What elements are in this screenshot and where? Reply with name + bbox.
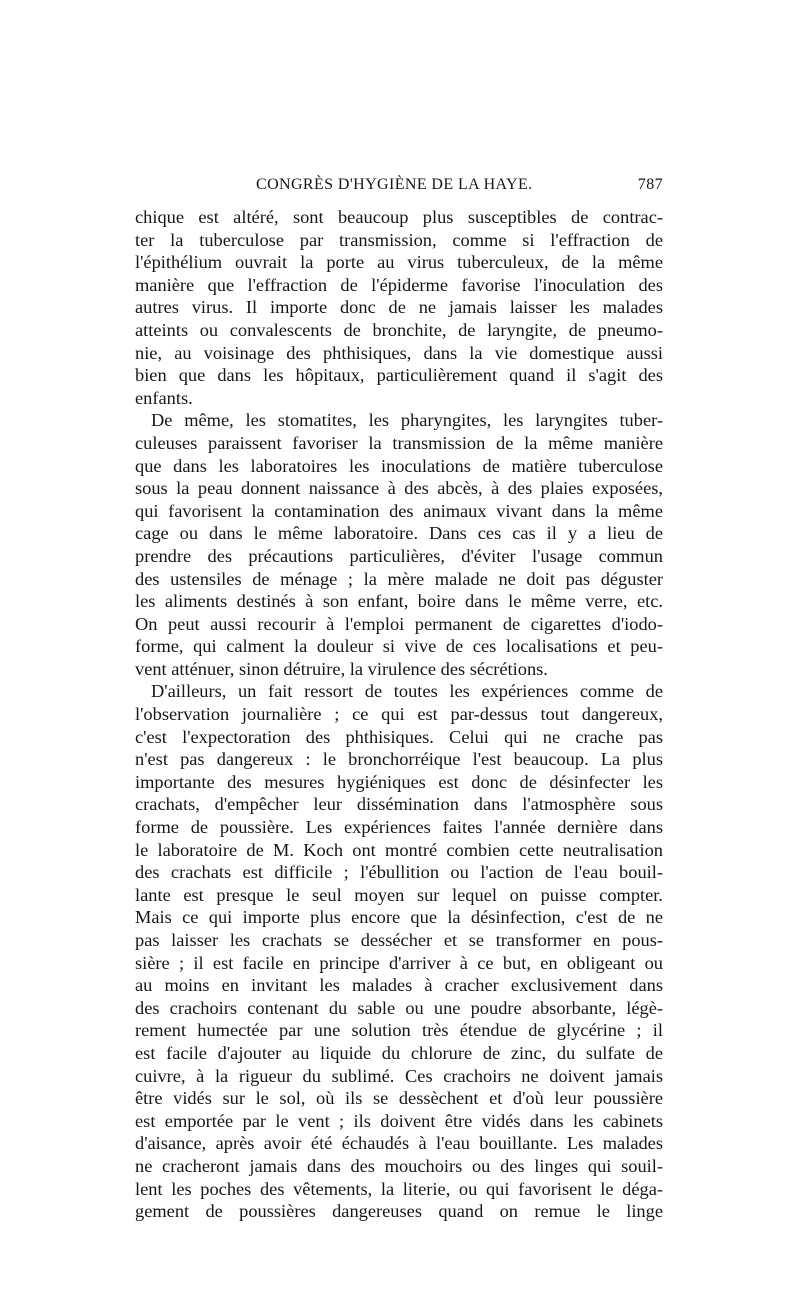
text-line: atteints ou convalescents de bronchite, de laryngite, de pneumo- [135, 319, 663, 340]
page-number: 787 [637, 176, 663, 193]
text-line: ter la tuberculose par transmission, comme si l'effraction de [135, 229, 663, 250]
text-line: manière que l'effraction de l'épiderme favorise l'inoculation des [135, 274, 663, 295]
running-title: CONGRÈS D'HYGIÈNE DE LA HAYE. [256, 176, 533, 193]
text-line: Mais ce qui importe plus encore que la désinfection, c'est de ne [135, 907, 663, 928]
text-line: gement de poussières dangereuses quand on remue le linge [135, 1201, 663, 1222]
text-line: le laboratoire de M. Koch ont montré combien cette neutralisation [135, 839, 663, 860]
text-line: culeuses paraissent favoriser la transmission de la même manière [135, 432, 663, 453]
text-line: des crachoirs contenant du sable ou une poudre absorbante, légè- [135, 997, 663, 1018]
text-line: au moins en invitant les malades à cracher exclusivement dans [135, 975, 663, 996]
text-line: cage ou dans le même laboratoire. Dans ces cas il y a lieu de [135, 523, 663, 544]
text-line: n'est pas dangereux : le bronchorréique l'est beaucoup. La plus [135, 749, 663, 770]
body-text [135, 206, 663, 1223]
text-line: pas laisser les crachats se dessécher et se transformer en pous- [135, 930, 663, 950]
text-line: forme de poussière. Les expériences faites l'année dernière dans [135, 817, 663, 838]
text-line: importante des mesures hygiéniques est donc de désinfecter les [135, 771, 663, 792]
text-line: lent les poches des vêtements, la literie, ou qui favorisent le déga- [135, 1178, 663, 1199]
text-line: D'ailleurs, un fait ressort de toutes les expériences comme de [151, 681, 663, 702]
text-line: vent atténuer, sinon détruire, la virulence des sécrétions. [135, 658, 548, 679]
text-line: qui favorisent la contamination des animaux vivant dans la même [135, 500, 663, 521]
text-line: lante est presque le seul moyen sur lequel on puisse compter. [135, 884, 663, 905]
running-header [135, 176, 663, 206]
text-line: forme, qui calment la douleur si vive de ces localisations et peu- [135, 636, 663, 657]
text-line: autres virus. Il importe donc de ne jamais laisser les malades [135, 297, 663, 318]
text-line: chique est altéré, sont beaucoup plus susceptibles de contrac- [135, 207, 663, 227]
text-line: enfants. [135, 387, 193, 408]
text-line: ne cracheront jamais dans des mouchoirs ou des linges qui souil- [135, 1155, 663, 1176]
text-line: De même, les stomatites, les pharyngites, les laryngites tuber- [151, 410, 663, 431]
text-line: des crachats est difficile ; l'ébullition ou l'action de l'eau bouil- [135, 862, 663, 883]
text-line: est facile d'ajouter au liquide du chlorure de zinc, du sulfate de [135, 1042, 663, 1063]
text-line: sous la peau donnent naissance à des abcès, à des plaies exposées, [135, 478, 663, 499]
text-line: prendre des précautions particulières, d'éviter l'usage commun [135, 545, 663, 566]
text-line: crachats, d'empêcher leur dissémination dans l'atmosphère sous [135, 794, 663, 815]
text-line: c'est l'expectoration des phthisiques. Celui qui ne crache pas [135, 726, 663, 747]
text-line: rement humectée par une solution très étendue de glycérine ; il [135, 1020, 663, 1041]
text-line: sière ; il est facile en principe d'arriver à ce but, en obligeant ou [135, 952, 663, 973]
text-line: l'observation journalière ; ce qui est par-dessus tout dangereux, [135, 704, 663, 725]
text-line: bien que dans les hôpitaux, particulièrement quand il s'agit des [135, 365, 663, 386]
text-line: les aliments destinés à son enfant, boire dans le même verre, etc. [135, 591, 663, 612]
text-line: être vidés sur le sol, où ils se dessèchent et d'où leur poussière [135, 1088, 663, 1109]
book-page [135, 176, 663, 1223]
text-line: des ustensiles de ménage ; la mère malade ne doit pas déguster [135, 568, 663, 589]
text-line: nie, au voisinage des phthisiques, dans la vie domestique aussi [135, 342, 663, 363]
text-line: que dans les laboratoires les inoculations de matière tuberculose [135, 455, 663, 476]
text-line: cuivre, à la rigueur du sublimé. Ces crachoirs ne doivent jamais [135, 1065, 663, 1086]
text-line: est emportée par le vent ; ils doivent être vidés dans les cabinets [135, 1110, 663, 1131]
text-line: l'épithélium ouvrait la porte au virus tuberculeux, de la même [135, 252, 663, 273]
text-line: d'aisance, après avoir été échaudés à l'eau bouillante. Les malades [135, 1133, 663, 1154]
text-line: On peut aussi recourir à l'emploi permanent de cigarettes d'iodo- [135, 613, 663, 634]
